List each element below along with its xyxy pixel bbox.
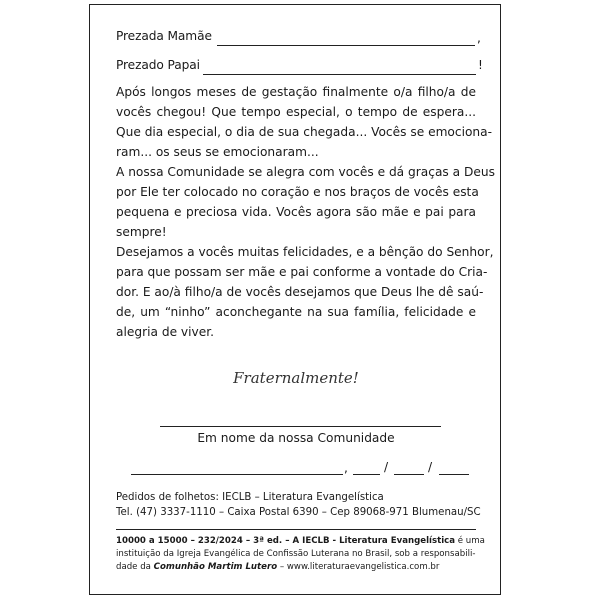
salutation-mother-comma: , [477, 31, 481, 45]
footer-line-3 [116, 561, 476, 574]
paragraph-line: de, um “ninho” aconchegante na sua família, felicidade e [116, 305, 476, 319]
footer-publisher: Comunhão Martim Lutero [153, 562, 278, 572]
paragraph-line: para que possam ser mãe e pai conforme a vontade do Cria- [116, 265, 488, 279]
paragraph-3 [116, 242, 494, 342]
day-field[interactable] [353, 474, 380, 475]
closing-text: Fraternalmente! [233, 369, 359, 387]
paragraph-line: Desejamos a vocês muitas felicidades, e a bênção do Senhor, [116, 245, 494, 259]
salutation-mother-label: Prezada Mamãe [116, 29, 212, 43]
footer-website: – www.literaturaevangelistica.com.br [277, 562, 440, 572]
mother-name-field[interactable] [217, 45, 475, 46]
paragraph-line: A nossa Comunidade se alegra com vocês e dá graças a Deus [116, 165, 495, 179]
salutation-father [116, 58, 200, 72]
footer-line-1-rest: é uma [455, 536, 485, 546]
paragraph-line: vocês chegou! Que tempo especial, o tempo de espera... [116, 105, 476, 119]
paragraph-line: ram... os seus se emocionaram... [116, 145, 319, 159]
signature-line[interactable] [160, 426, 441, 427]
paragraph-line: por Ele ter colocado no coração e nos braços de vocês esta [116, 185, 479, 199]
salutation-father-label: Prezado Papai [116, 58, 200, 72]
month-field[interactable] [394, 474, 424, 475]
paragraph-line: pequena e preciosa vida. Vocês agora são mãe e pai para [116, 205, 476, 219]
salutation-father-exclamation: ! [478, 58, 483, 72]
paragraph-2 [116, 162, 495, 242]
salutation-mother [116, 29, 212, 43]
date-slash-2: / [428, 460, 433, 474]
date-comma: , [344, 461, 348, 475]
orders-line-1: Pedidos de folhetos: IECLB – Literatura Evangelística [116, 492, 384, 503]
footer-line-2: instituição da Igreja Evangélica de Confissão Luterana no Brasil, sob a responsabili- [116, 549, 476, 559]
footer-line-3-pre: dade da [116, 562, 154, 572]
orders-line-2: Tel. (47) 3337-1110 – Caixa Postal 6390 – Cep 89068-971 Blumenau/SC [116, 507, 481, 518]
paragraph-1 [116, 82, 493, 162]
congratulation-card [89, 4, 501, 595]
paragraph-line: dor. E ao/à filho/a de vocês desejamos que Deus lhe dê saú- [116, 285, 484, 299]
paragraph-line: alegria de viver. [116, 325, 215, 339]
place-field[interactable] [131, 474, 343, 475]
father-name-field[interactable] [203, 74, 476, 75]
footer-divider [116, 529, 476, 530]
footer [116, 535, 485, 574]
footer-edition: 10000 a 15000 – 232/2024 – 3ª ed. – A IECLB - Literatura Evangelística [116, 536, 456, 546]
paragraph-line: Após longos meses de gestação finalmente o/a filho/a de [116, 85, 476, 99]
signature-caption: Em nome da nossa Comunidade [197, 431, 395, 445]
year-field[interactable] [439, 474, 469, 475]
paragraph-line: Que dia especial, o dia de sua chegada... Vocês se emociona- [116, 125, 493, 139]
footer-line-1 [116, 535, 485, 548]
paragraph-line: sempre! [116, 225, 167, 239]
date-slash-1: / [384, 460, 389, 474]
